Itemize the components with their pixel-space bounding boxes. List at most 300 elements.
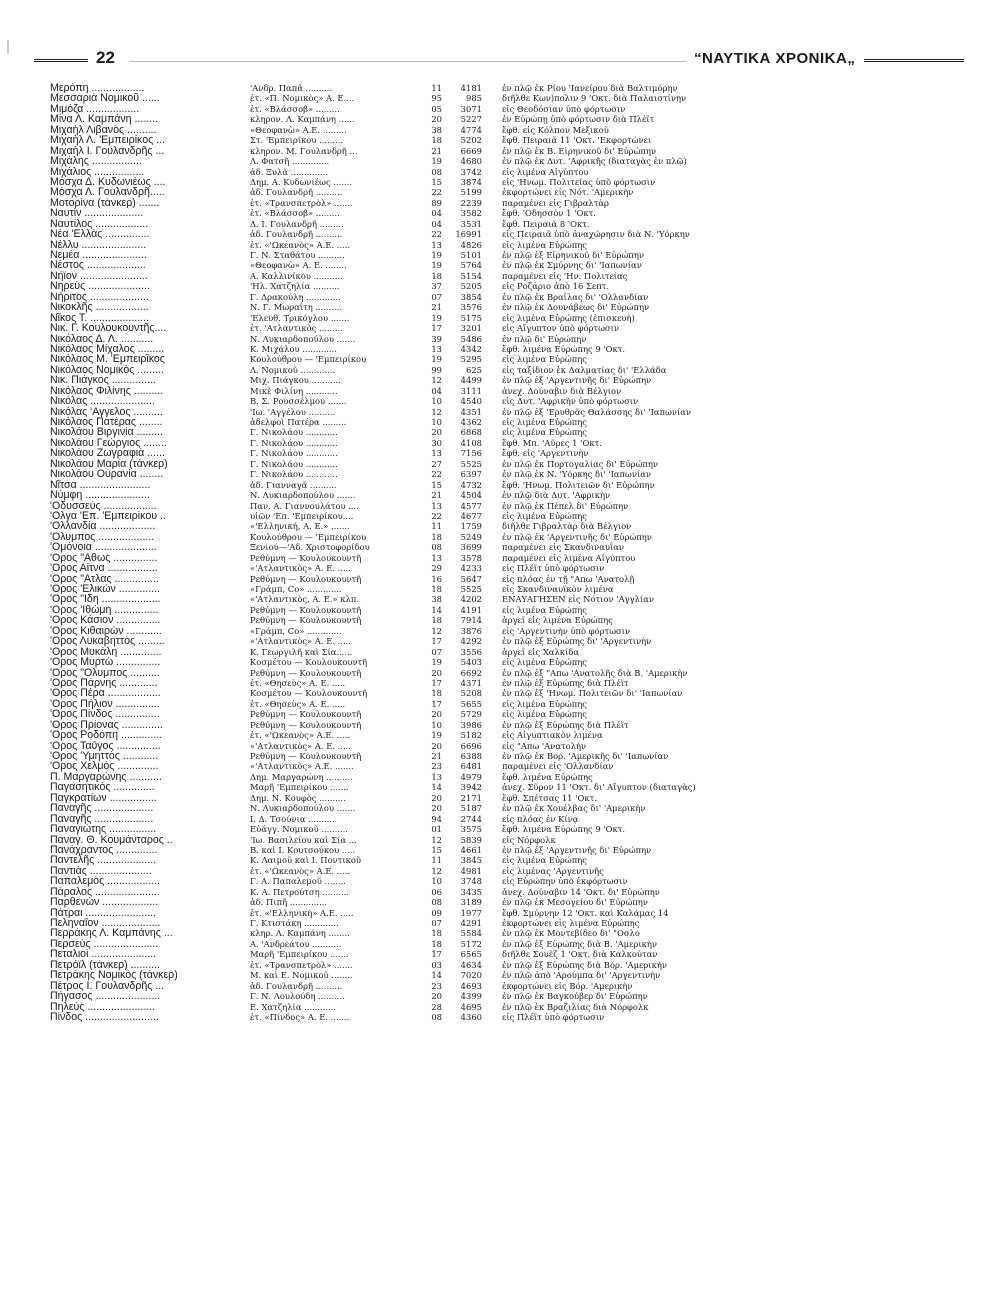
ship-position: διῆλθε Γιβραλτὰρ διὰ Βέλγιον bbox=[502, 521, 632, 532]
ship-position: ἐν πλῷ ἐξ "Απω 'Ανατολῆς διὰ Β. 'Αμερικὴν bbox=[502, 667, 688, 678]
tonnage: 16991 bbox=[455, 229, 482, 240]
ship-name: Νέλλυ ...................... bbox=[50, 239, 147, 251]
tonnage: 3189 bbox=[460, 897, 482, 908]
tonnage: 3986 bbox=[460, 719, 482, 730]
ship-owner: Παν. Α. Γιαννουλάτου .... bbox=[250, 500, 359, 511]
ship-position: ἀργεῖ εἰς λιμένα Εὐρώπης bbox=[502, 615, 613, 626]
ship-owner: Δημ. Α. Κυδωνιέως ....... bbox=[250, 176, 352, 187]
build-year: 12 bbox=[431, 625, 442, 636]
ship-position: ἐν πλῷ ἐκ Πέπελ δι' Εὐρώπην bbox=[502, 500, 629, 511]
ship-owner: Γ. Α. Παπαλεμοῦ ........ bbox=[250, 876, 346, 887]
table-row bbox=[50, 594, 950, 604]
table-row bbox=[50, 490, 950, 500]
table-row bbox=[50, 574, 950, 584]
build-year: 21 bbox=[431, 145, 442, 156]
ship-position: ἐν πλῷ ἐκ Ν. 'Υόρκης δι' 'Ιαπωνίαν bbox=[502, 469, 652, 480]
ship-owner: ἀδ. Γουλανδρῆ .......... bbox=[250, 229, 343, 240]
build-year: 18 bbox=[431, 688, 442, 699]
ship-position: ἀνεχ. Δούναβιν 14 'Οκτ. δι' Εὐρώπην bbox=[502, 886, 660, 897]
ship-name: Μερόπη .................. bbox=[50, 83, 145, 94]
ship-position: εἰς Δυτ. 'Αφρικὴν ὑπὸ φόρτωσιν bbox=[502, 396, 639, 407]
table-row bbox=[50, 876, 950, 886]
ship-position: εἰς λιμένα Εὐρώπης bbox=[502, 604, 587, 615]
build-year: 14 bbox=[431, 970, 442, 981]
ship-name: Παντελῆς .................... bbox=[50, 855, 157, 866]
build-year: 13 bbox=[431, 500, 442, 511]
table-row bbox=[50, 960, 950, 970]
ship-name: 'Ορος Λυκαβηττὸς ......... bbox=[50, 636, 165, 647]
ship-owner: Β. Σ. Ρουσσέλμου ....... bbox=[250, 396, 347, 407]
ship-owner: 'Ιω. Βασιλείου καὶ Σία ... bbox=[250, 834, 357, 845]
tonnage: 5101 bbox=[460, 250, 482, 260]
build-year: 08 bbox=[431, 166, 442, 177]
ship-owner: Δ. Ι. Γουλανδρῆ ......... bbox=[250, 218, 344, 229]
build-year: 19 bbox=[431, 354, 442, 365]
ship-owner: ἑτ. «Βλάσσοβ» ......... bbox=[250, 208, 340, 219]
tonnage: 4693 bbox=[460, 980, 482, 991]
build-year: 11 bbox=[431, 855, 442, 866]
ship-name: 'Ορος 'Ελικὼν .............. bbox=[50, 584, 160, 595]
ship-position: ἐν πλῷ ἐξ Εὐρώπης διὰ Βόρ. 'Αμερικὴν bbox=[502, 959, 667, 970]
build-year: 10 bbox=[431, 719, 442, 730]
build-year: 10 bbox=[431, 417, 442, 427]
ship-position: εἰς λιμένα Εὐρώπης bbox=[502, 510, 587, 521]
build-year: 17 bbox=[431, 698, 442, 709]
ship-owner: Λ. Φατσῆ .............. bbox=[250, 156, 330, 167]
table-row bbox=[50, 626, 950, 636]
ship-name: Νικόλαος Πατέρας ........ bbox=[50, 417, 163, 428]
ship-owner: Μικὲ Φιλίνη ............ bbox=[250, 385, 338, 396]
ship-position: ἐν πλῷ ἐξ Εὐρώπης διὰ Πλέϊτ bbox=[502, 677, 629, 688]
tonnage: 4774 bbox=[460, 124, 482, 135]
build-year: 29 bbox=[431, 563, 442, 574]
ship-position: ἐν πλῷ ἐκ Βαγκούβερ δι' Εὐρώπην bbox=[502, 991, 648, 1002]
build-year: 20 bbox=[431, 114, 442, 125]
table-row bbox=[50, 584, 950, 594]
build-year: 17 bbox=[431, 636, 442, 647]
tonnage: 2744 bbox=[460, 813, 482, 824]
tonnage: 4577 bbox=[460, 500, 482, 511]
tonnage: 3582 bbox=[460, 208, 482, 219]
ship-position: ἐν Εὐρώπῃ ὑπὸ φόρτωσιν διὰ Πλέϊτ bbox=[502, 114, 655, 125]
ship-position: εἰς Θεοδόσιαν ὑπὸ φόρτωσιν bbox=[502, 103, 626, 114]
ship-position: εἰς Ροζάριο ἀπὸ 16 Σεπτ. bbox=[502, 281, 610, 292]
ship-owner: κληρον. Λ. Καμπάνη ...... bbox=[250, 114, 355, 125]
tonnage: 4695 bbox=[460, 1001, 482, 1012]
ship-name: 'Ορος Πρίονας .............. bbox=[50, 719, 163, 731]
tonnage: 1977 bbox=[460, 907, 482, 918]
ship-position: ἐν πλῷ ἐξ 'Ερυθρᾶς Θαλάσσης δι' 'Ιαπωνίαν bbox=[502, 406, 692, 417]
table-row bbox=[50, 83, 950, 93]
ship-name: 'Ορος Πήλιον ............... bbox=[50, 698, 160, 710]
tonnage: 3556 bbox=[460, 646, 482, 657]
build-year: 94 bbox=[431, 813, 442, 824]
build-year: 05 bbox=[431, 103, 442, 114]
tonnage: 4399 bbox=[460, 991, 482, 1002]
ship-name: Παρθενὼν ................... bbox=[50, 897, 159, 908]
tonnage: 5187 bbox=[460, 803, 482, 814]
ship-name: Νικόλαος Δ. Λ. ........... bbox=[50, 333, 154, 344]
table-row bbox=[50, 928, 950, 938]
table-row bbox=[50, 949, 950, 959]
ship-owner: Κ. Α. Πετρούτση .......... bbox=[250, 886, 349, 897]
ship-owner: Ρεθύμνη — Κουλουκουντῆ bbox=[250, 719, 362, 730]
table-row bbox=[50, 761, 950, 771]
tonnage: 3874 bbox=[460, 176, 482, 187]
table-row bbox=[50, 219, 950, 229]
ship-position: εἰς λιμένας 'Αργεντινῆς bbox=[502, 865, 604, 876]
ship-name: Μιχαὴλ Ι. Γουλανδρῆς ... bbox=[50, 145, 165, 157]
tonnage: 3876 bbox=[460, 625, 482, 636]
build-year: 17 bbox=[431, 677, 442, 688]
ship-position: ἐν πλῷ δι' Εὐρώπην bbox=[502, 333, 587, 344]
tonnage: 3942 bbox=[460, 782, 482, 793]
ship-owner: Ν. Λυκιαρδοπούλου ....... bbox=[250, 333, 356, 344]
table-row bbox=[50, 803, 950, 813]
table-row bbox=[50, 302, 950, 312]
build-year: 13 bbox=[431, 771, 442, 782]
ship-position: ἔφθ. Σπέτσας 11 'Οκτ. bbox=[502, 792, 597, 803]
table-row bbox=[50, 824, 950, 834]
table-row bbox=[50, 887, 950, 897]
table-row bbox=[50, 605, 950, 615]
ship-position: ἐν πλῷ ἐκ Β. Εἰρηνικοῦ δι' Εὐρώπην bbox=[502, 145, 657, 156]
tonnage: 985 bbox=[466, 93, 482, 104]
ship-owner: Γ. Νικολάου ............ bbox=[250, 458, 338, 469]
ship-position: εἰς λιμένα Αἰγύπτου bbox=[502, 166, 589, 177]
build-year: 18 bbox=[431, 135, 442, 146]
build-year: 21 bbox=[431, 490, 442, 501]
ship-position: εἰς λιμένα Εὐρώπης bbox=[502, 239, 587, 250]
table-row bbox=[50, 375, 950, 385]
tonnage: 5403 bbox=[460, 657, 482, 668]
build-year: 20 bbox=[431, 991, 442, 1002]
table-row bbox=[50, 542, 950, 552]
table-row bbox=[50, 427, 950, 437]
table-row bbox=[50, 396, 950, 406]
ship-position: ἐκφορτώνει εἰς Νότ. 'Αμερικὴν bbox=[502, 187, 634, 198]
ship-name: Πηλεὺς ....................... bbox=[50, 1001, 156, 1012]
build-year: 37 bbox=[431, 281, 442, 292]
table-row bbox=[50, 469, 950, 479]
ship-position: ἐν πλῷ ἐκ Σμύρνης δι' 'Ιαπωνίαν bbox=[502, 260, 642, 271]
ship-owner: Α. Καλλινίκου ........... bbox=[250, 270, 343, 281]
ship-name: Νικόλαος Νομικὸς ......... bbox=[50, 364, 164, 376]
tonnage: 5525 bbox=[460, 584, 482, 594]
ship-owner: Μ. καὶ Ε. Νομικοῦ ........ bbox=[250, 970, 353, 981]
ship-position: ἐν πλῷ ἐκ Χουέλβας δι' 'Αμερικὴν bbox=[502, 803, 646, 814]
table-row bbox=[50, 459, 950, 469]
tonnage: 5199 bbox=[460, 187, 482, 198]
table-row bbox=[50, 751, 950, 761]
ship-position: εἰς Εὐρώπην ὑπὸ ἐκφόρτωσιν bbox=[502, 876, 628, 887]
ship-name: Ναυτίλος .................. bbox=[50, 218, 149, 230]
ship-owner: Γ. Νικολάου ............ bbox=[250, 427, 338, 438]
build-year: 20 bbox=[431, 740, 442, 751]
ship-owner: Κουλούθρου — 'Εμπειρίκου bbox=[250, 531, 367, 542]
table-row bbox=[50, 93, 950, 103]
tonnage: 4732 bbox=[460, 479, 482, 490]
tonnage: 5172 bbox=[460, 938, 482, 949]
tonnage: 4661 bbox=[460, 844, 482, 855]
ship-owner: Ξενιού—'Αδ. Χριστοφορίδου bbox=[250, 542, 370, 553]
table-row bbox=[50, 814, 950, 824]
ship-owner: Δημ. Μαργαρώνη .......... bbox=[250, 771, 353, 782]
ship-name: Νικόλαος Μίχαλος ......... bbox=[50, 343, 165, 355]
ship-owner: ἀδ. Γιανναγᾶ .......... bbox=[250, 479, 337, 490]
build-year: 08 bbox=[431, 897, 442, 908]
ship-owner: Γ. Νικολάου ............ bbox=[250, 437, 338, 448]
table-row bbox=[50, 688, 950, 698]
ship-owner: ἑτ. «'Ωκεανὸς» Α.Ε. ..... bbox=[250, 730, 351, 741]
ship-owner: Β. καὶ Ι. Κουτσούκου ..... bbox=[250, 844, 356, 855]
table-row bbox=[50, 271, 950, 281]
ship-position: ἔφθ. εἰς Κόλπον Μεξικοῦ bbox=[502, 124, 609, 135]
ship-name: Παναγῆς .................... bbox=[50, 813, 154, 825]
ship-owner: ἑτ. «'Ελληνικὴ» Α.Ε. ..... bbox=[250, 907, 354, 918]
ship-name: Νέα 'Ελλὰς ............... bbox=[50, 229, 150, 240]
table-row bbox=[50, 835, 950, 845]
ship-position: ἔφθ. λιμένα Εὐρώπης 9 'Οκτ. bbox=[502, 343, 626, 354]
ship-name: Νικόλας ...................... bbox=[50, 396, 155, 407]
ship-owner: Γ. Κτιστάκη ............. bbox=[250, 918, 339, 928]
table-row bbox=[50, 480, 950, 490]
ship-owner: Ι. Δ. Τσούνια .......... bbox=[250, 813, 335, 824]
build-year: 19 bbox=[431, 260, 442, 271]
ship-position: ἐν πλῷ ἐκ Πορτογαλίας δι' Εὐρώπην bbox=[502, 458, 659, 469]
tonnage: 6397 bbox=[460, 469, 482, 480]
build-year: 38 bbox=[431, 594, 442, 605]
ship-name: Παπαλεμὸς .................. bbox=[50, 876, 161, 887]
build-year: 12 bbox=[431, 865, 442, 876]
ship-owner: «Γράμπ, Co» ............. bbox=[250, 584, 342, 594]
tonnage: 3435 bbox=[460, 886, 482, 897]
ship-position: ἐν πλῷ ἐξ Εἰρηνικοῦ δι' Εὐρώπην bbox=[502, 250, 644, 260]
table-row bbox=[50, 908, 950, 918]
tonnage: 5249 bbox=[460, 531, 482, 542]
ship-owner: κληρ. Λ. Καμπάνη ........ bbox=[250, 928, 350, 939]
table-row bbox=[50, 845, 950, 855]
table-row bbox=[50, 187, 950, 197]
running-title: “ΝΑΥΤΙΚΑ ΧΡΟΝΙΚΑ„ bbox=[694, 50, 856, 67]
ship-owner: Δημ. Ν. Κουφὸς .......... bbox=[250, 792, 346, 803]
table-row bbox=[50, 417, 950, 427]
ship-name: Πανάχραντος .............. bbox=[50, 844, 158, 856]
ship-position: ἀνεχ. Σῦρον 11 'Οκτ. δι' Αἴγυπτον (διαταγὰς) bbox=[502, 782, 696, 793]
ship-position: παραμένει εἰς λιμένα Αἰγύπτου bbox=[502, 552, 636, 563]
ship-owner: Μαρῆ 'Εμπειρίκου ....... bbox=[250, 949, 349, 960]
ship-name: Νῖκος Τ. .................... bbox=[50, 312, 149, 324]
table-row bbox=[50, 438, 950, 448]
ship-position: εἰς 'Ηνωμ. Πολιτείας ὑπὸ φόρτωσιν bbox=[502, 176, 656, 187]
ship-owner: Κ. Μιχάλου ............. bbox=[250, 343, 337, 354]
ship-name: Νικόλας 'Αγγελος .......... bbox=[50, 406, 163, 418]
build-year: 23 bbox=[431, 980, 442, 991]
table-row bbox=[50, 208, 950, 218]
ship-position: ἐν πλῷ ἐκ Ρίου 'Ιανείρου διὰ Βαλτιμόρην bbox=[502, 83, 678, 93]
ship-position: ἔφθ. λιμένα Εὐρώπης bbox=[502, 771, 593, 782]
tonnage: 4362 bbox=[460, 417, 482, 427]
build-year: 99 bbox=[431, 364, 442, 375]
ship-name: Νέστος .................... bbox=[50, 260, 146, 271]
build-year: 01 bbox=[431, 824, 442, 835]
ship-owner: ἑτ. «Θησεὺς» Α. Ε. ..... bbox=[250, 677, 346, 688]
build-year: 18 bbox=[431, 531, 442, 542]
build-year: 09 bbox=[431, 907, 442, 918]
ship-name: Μόσχα Λ. Γουλανδρῆ..... bbox=[50, 187, 165, 198]
ship-owner: ἑτ. «Τρανσπετρὸλ» ....... bbox=[250, 197, 353, 208]
table-row bbox=[50, 678, 950, 688]
ship-owner: ἑτ. 'Ατλαντικὸς ......... bbox=[250, 323, 343, 334]
build-year: 22 bbox=[431, 469, 442, 480]
ship-name: Νικόλαος Μ. 'Εμπειρῖκος bbox=[50, 354, 165, 365]
table-row bbox=[50, 897, 950, 907]
table-row bbox=[50, 855, 950, 865]
ship-name: Μιχάλιος ................. bbox=[50, 166, 145, 177]
ship-position: ἔφθ. λιμένα Εὐρώπης 9 'Οκτ. bbox=[502, 824, 626, 835]
ship-owner: 'Ηλ. Χατζηλία .......... bbox=[250, 281, 340, 292]
ship-owner: Ν. Λυκιαρδοπούλου ....... bbox=[250, 490, 356, 501]
page-number: 22 bbox=[96, 48, 115, 67]
ship-owner: ἑτ. «Βλάσσοβ» ......... bbox=[250, 103, 340, 114]
ship-name: 'Ορος Ταΰγος ............... bbox=[50, 740, 161, 752]
ship-owner: Κοσμέτου — Κουλουκουντῆ bbox=[250, 688, 368, 699]
table-row bbox=[50, 104, 950, 114]
ship-owner: ἑτ. «Π. Νομικὸς» Α. Ε.... bbox=[250, 93, 355, 104]
ship-owner: «Γράμπ, Co» ............. bbox=[250, 625, 342, 636]
build-year: 04 bbox=[431, 218, 442, 229]
ship-owner: ἀδελφοὶ Πατέρα ......... bbox=[250, 417, 347, 427]
table-row bbox=[50, 981, 950, 991]
ship-name: Νῖτσα ........................ bbox=[50, 479, 151, 491]
tonnage: 4680 bbox=[460, 156, 482, 167]
ship-position: εἰς λιμένα Εὐρώπης bbox=[502, 417, 587, 427]
table-row bbox=[50, 511, 950, 521]
ship-position: εἰς Σκανδιναυϊκὸν λιμένα bbox=[502, 584, 614, 594]
ship-owner: ἀδ. Πιπῆ .............. bbox=[250, 897, 328, 908]
ship-name: 'Ορος Μυρτὼ ............... bbox=[50, 657, 161, 668]
ship-name: Πεταλιοὶ ...................... bbox=[50, 949, 157, 960]
ship-position: ἐν πλῷ διὰ Δυτ. 'Αφρικὴν bbox=[502, 490, 611, 501]
ship-name: Παντιὰς ..................... bbox=[50, 865, 152, 877]
build-year: 15 bbox=[431, 176, 442, 187]
table-row bbox=[50, 250, 950, 260]
tonnage: 3578 bbox=[460, 552, 482, 563]
table-row bbox=[50, 793, 950, 803]
tonnage: 4351 bbox=[460, 406, 482, 417]
tonnage: 5764 bbox=[460, 260, 482, 271]
table-row bbox=[50, 939, 950, 949]
build-year: 14 bbox=[431, 782, 442, 793]
ship-name: Μοτορίνα (τάνκερ) ....... bbox=[50, 197, 160, 209]
build-year: 20 bbox=[431, 427, 442, 438]
tonnage: 4826 bbox=[460, 239, 482, 250]
build-year: 17 bbox=[431, 949, 442, 960]
build-year: 07 bbox=[431, 291, 442, 302]
build-year: 17 bbox=[431, 323, 442, 334]
tonnage: 4202 bbox=[460, 594, 482, 605]
tonnage: 5525 bbox=[460, 458, 482, 469]
ship-owner: ἑτ. «'Ωκεανὸς» Α.Ε. ..... bbox=[250, 865, 351, 876]
ship-owner: Μιχ. Πιάγκου ........... bbox=[250, 375, 341, 386]
build-year: 95 bbox=[431, 93, 442, 104]
ship-position: εἰς λιμένα Εὐρώπης bbox=[502, 427, 587, 438]
build-year: 11 bbox=[431, 83, 442, 93]
table-row bbox=[50, 501, 950, 511]
table-row bbox=[50, 615, 950, 625]
ship-position: ἀνεχ. Δούναβιν διὰ Βέλγιον bbox=[502, 385, 622, 396]
ship-name: 'Ομόνοια ..................... bbox=[50, 542, 157, 553]
ship-name: Νήϊον ....................... bbox=[50, 270, 148, 282]
build-year: 15 bbox=[431, 844, 442, 855]
ship-name: Νικ. Πιάγκος ............... bbox=[50, 375, 156, 386]
ship-name: 'Ορος 'Ιθώμη ............... bbox=[50, 604, 159, 616]
ship-name: 'Ορος "Αθως ............... bbox=[50, 552, 158, 564]
ship-name: Π. Μαργαρώνης ........... bbox=[50, 771, 162, 783]
table-row bbox=[50, 647, 950, 657]
ship-name: Πάτραι ........................ bbox=[50, 907, 157, 919]
ship-name: Παγκρατίων ................ bbox=[50, 792, 157, 804]
ship-owner: Ν. Λυκιαρδοπούλου ....... bbox=[250, 803, 356, 814]
ship-position: εἰς λιμένα Εὐρώπης bbox=[502, 354, 587, 365]
ship-name: 'Ολυμπος ................... bbox=[50, 531, 155, 543]
ship-name: Πήγασος ...................... bbox=[50, 991, 161, 1002]
ship-position: διῆλθε Κων)πολιν 9 'Οκτ. διὰ Παλαιστίνην bbox=[502, 93, 687, 104]
ship-name: Πίνδος ......................... bbox=[50, 1011, 159, 1023]
tonnage: 3111 bbox=[460, 385, 482, 396]
build-year: 30 bbox=[431, 437, 442, 448]
ship-owner: Κ. Γεωργιλῆ καὶ Σία...... bbox=[250, 646, 353, 657]
tonnage: 4360 bbox=[460, 1011, 482, 1022]
ship-name: Παγασητικὸς .............. bbox=[50, 782, 155, 793]
build-year: 13 bbox=[431, 448, 442, 459]
ship-name: 'Οδυσσεὺς .................. bbox=[50, 500, 157, 511]
tonnage: 6692 bbox=[460, 667, 482, 678]
table-row bbox=[50, 991, 950, 1001]
ship-name: 'Ολλανδία ................... bbox=[50, 521, 156, 532]
tonnage: 4191 bbox=[460, 604, 482, 615]
ship-name: 'Ορος Αἴτνα ................. bbox=[50, 563, 158, 574]
build-year: 04 bbox=[431, 385, 442, 396]
ship-owner: υἱῶν 'Επ. 'Εμπειρίκου.... bbox=[250, 510, 354, 521]
tonnage: 4342 bbox=[460, 343, 482, 354]
tonnage: 625 bbox=[466, 364, 482, 375]
tonnage: 3854 bbox=[460, 291, 482, 302]
table-row bbox=[50, 334, 950, 344]
tonnage: 7914 bbox=[460, 615, 482, 626]
header-rule-right bbox=[864, 59, 964, 62]
ship-position: ἐν πλῷ ἀπὸ 'Αρούμπα δι' 'Αργεντινὴν bbox=[502, 970, 661, 981]
ship-owner: ἑτ. «Πίνδος» Α. Ε. ....... bbox=[250, 1011, 350, 1022]
tonnage: 6868 bbox=[460, 427, 482, 438]
ship-name: Μίνα Λ. Καμπάνη ........ bbox=[50, 114, 159, 125]
ship-name: Νικ. Γ. Κουλουκουντῆς.... bbox=[50, 323, 167, 334]
ship-position: ἔφθ. 'Οδησσὸν 1 'Οκτ. bbox=[502, 208, 596, 219]
table-row bbox=[50, 772, 950, 782]
build-year: 08 bbox=[431, 1011, 442, 1022]
tonnage: 2171 bbox=[460, 792, 482, 803]
tonnage: 5175 bbox=[460, 312, 482, 323]
tonnage: 5202 bbox=[460, 135, 482, 146]
ship-owner: Ν. Γ. Μωραΐτη .......... bbox=[250, 302, 342, 313]
build-year: 14 bbox=[431, 604, 442, 615]
tonnage: 4540 bbox=[460, 396, 482, 407]
ship-position: εἰς Αἰγυπτιακὸν λιμένα bbox=[502, 730, 603, 741]
tonnage: 4371 bbox=[460, 677, 482, 688]
ship-position: ἔφθ. Πειραιᾶ 8 'Οκτ. bbox=[502, 218, 590, 229]
tonnage: 6565 bbox=[460, 949, 482, 960]
ship-name: Νικολάου Βιργινία ......... bbox=[50, 427, 164, 438]
